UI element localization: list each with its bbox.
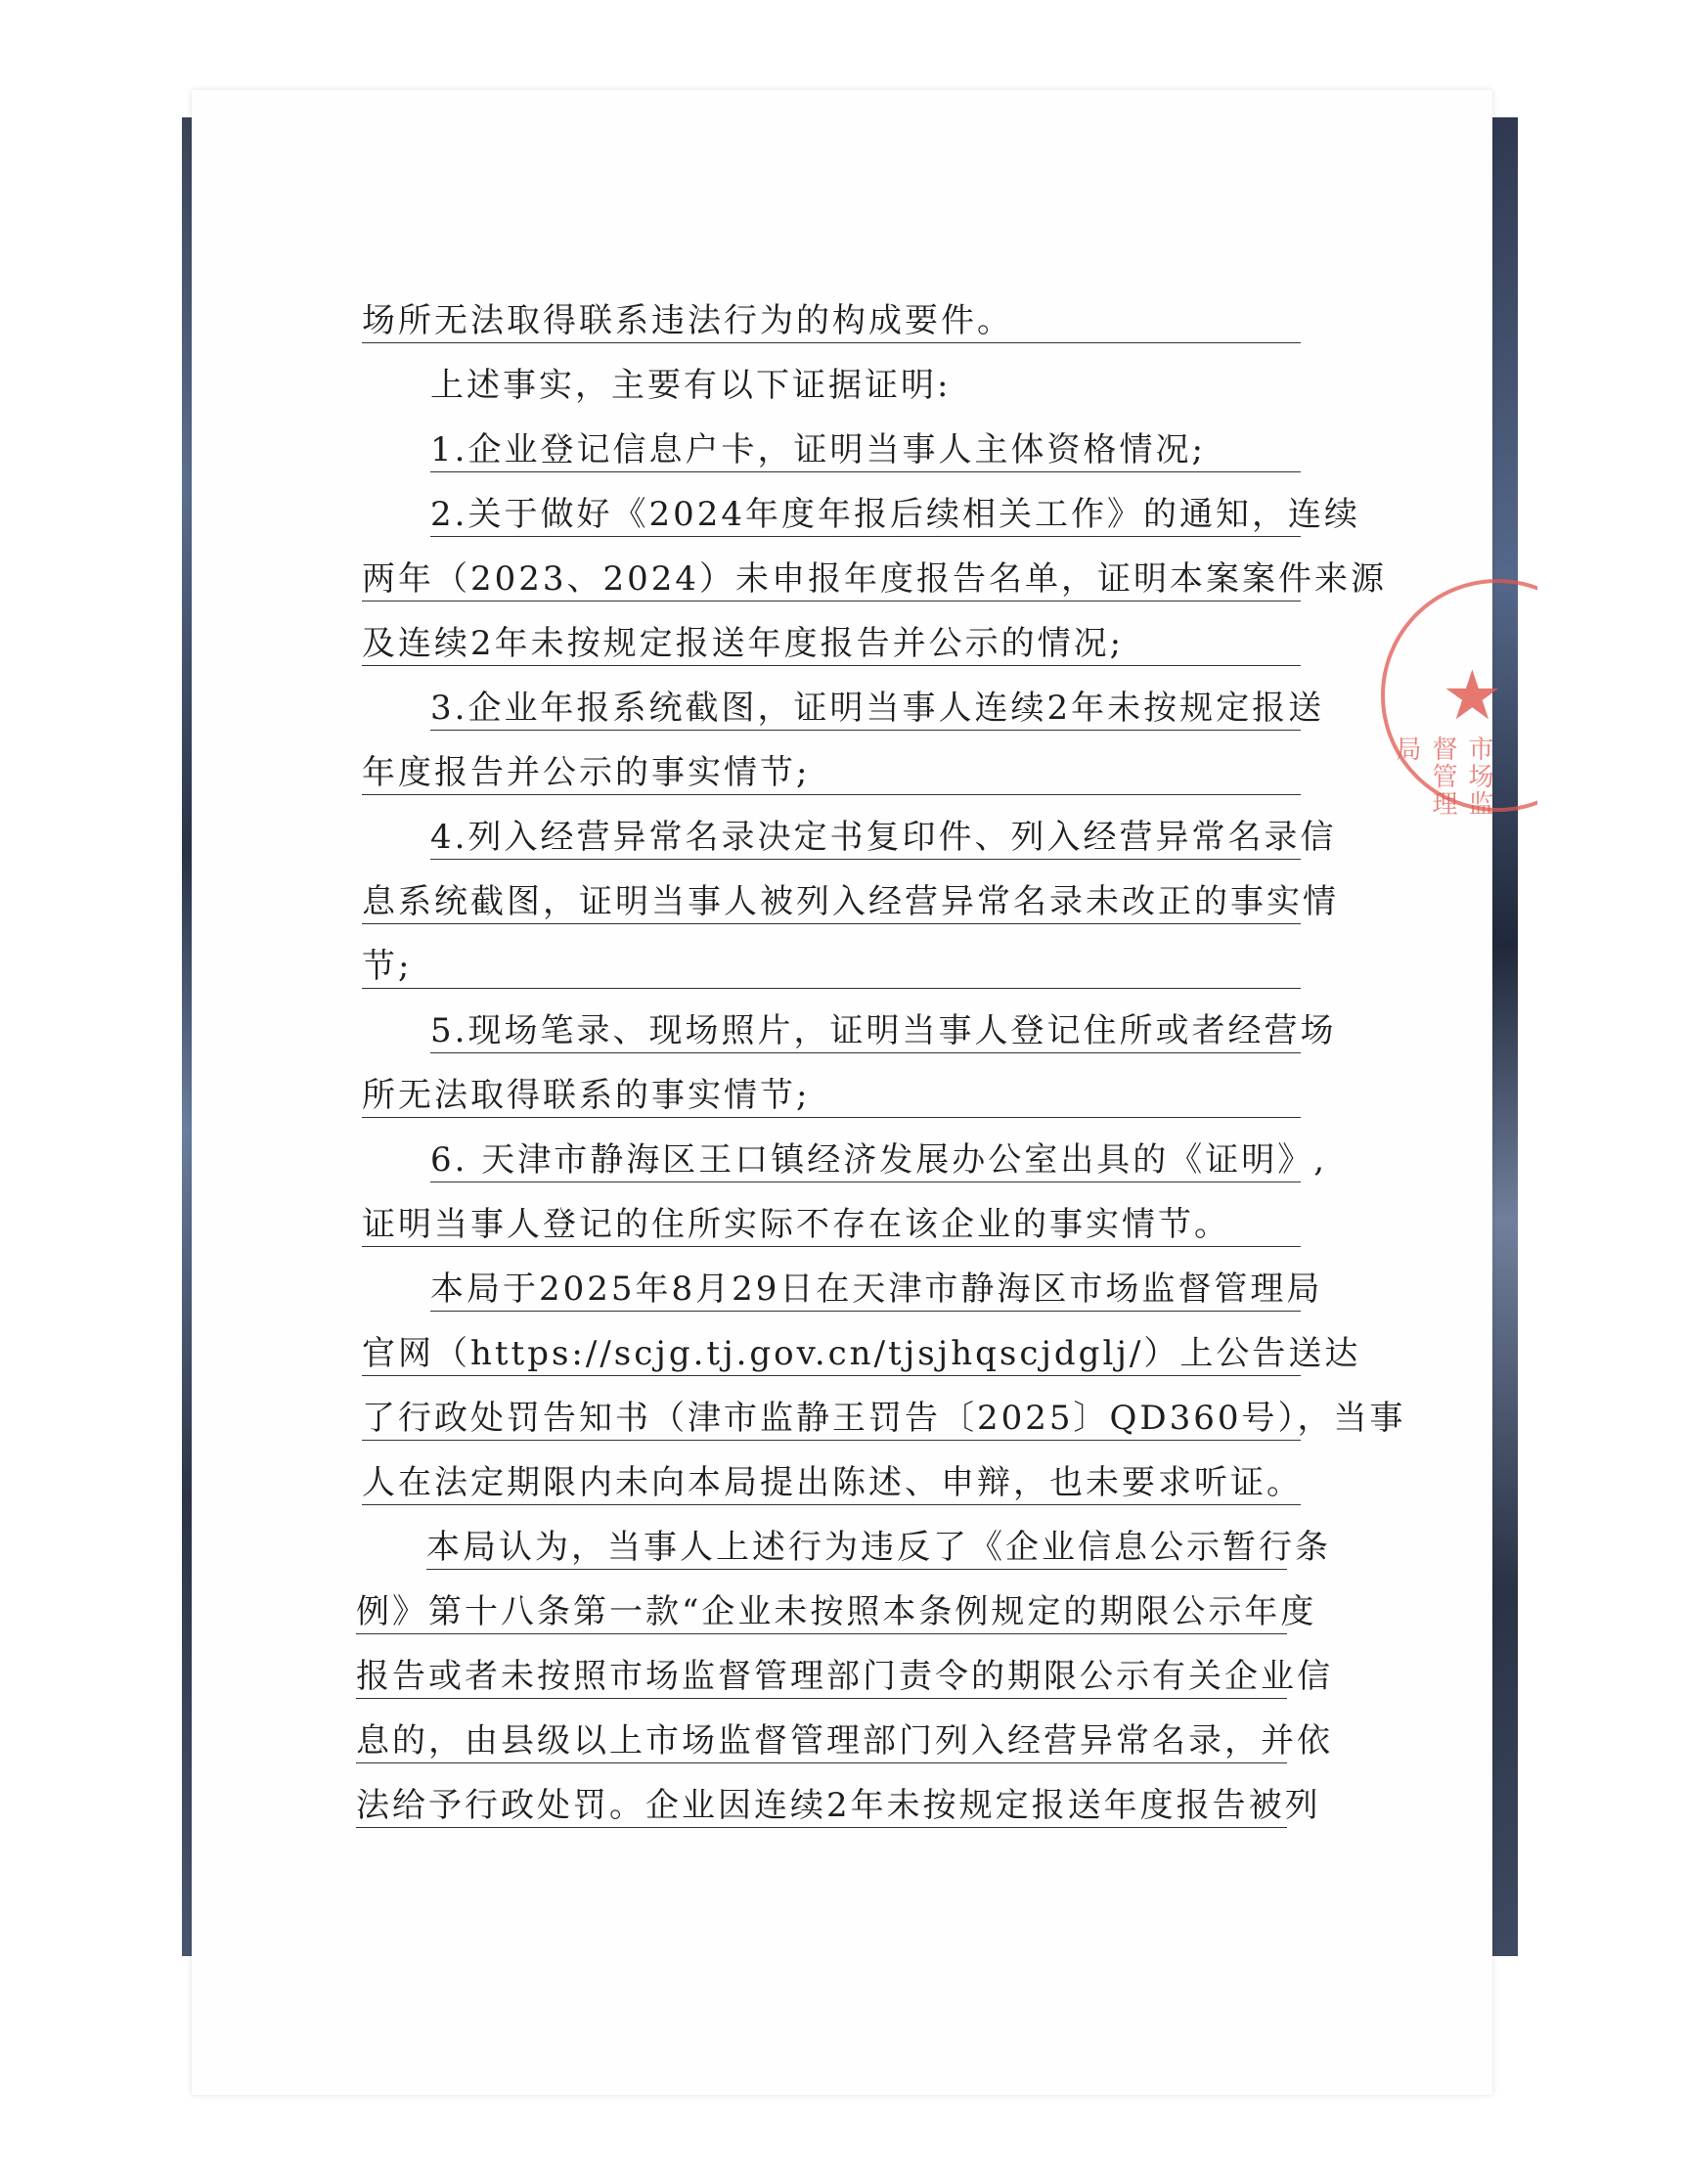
text-line: 了行政处罚告知书（津市监静王罚告〔2025〕QD360号），当事 — [362, 1399, 1301, 1441]
text-line: 人在法定期限内未向本局提出陈述、申辩，也未要求听证。 — [362, 1463, 1301, 1505]
text-line: 1.企业登记信息户卡，证明当事人主体资格情况; — [430, 430, 1301, 472]
text-line: 官网（https://scjg.tj.gov.cn/tjsjhqscjdglj/）上公告送达 — [362, 1334, 1301, 1376]
seal-star-icon: ★ — [1442, 655, 1503, 735]
text-line: 例》第十八条第一款“企业未按照本条例规定的期限公示年度 — [356, 1592, 1287, 1634]
text-line: 年度报告并公示的事实情节; — [362, 753, 1301, 795]
text-line: 报告或者未按照市场监督管理部门责令的期限公示有关企业信 — [356, 1657, 1287, 1699]
text-line: 上述事实，主要有以下证据证明: — [430, 366, 952, 405]
text-line: 2.关于做好《2024年度年报后续相关工作》的通知，连续 — [430, 495, 1301, 537]
text-line: 场所无法取得联系违法行为的构成要件。 — [362, 301, 1301, 343]
text-line: 本局于2025年8月29日在天津市静海区市场监督管理局 — [430, 1270, 1301, 1312]
text-line: 及连续2年未按规定报送年度报告并公示的情况; — [362, 624, 1301, 666]
seal-text: 市场监督管理局 — [1392, 735, 1493, 818]
text-line: 两年（2023、2024）未申报年度报告名单，证明本案案件来源 — [362, 559, 1301, 602]
text-line: 节; — [362, 947, 1301, 989]
text-line: 息系统截图，证明当事人被列入经营异常名录未改正的事实情 — [362, 882, 1301, 924]
text-line: 证明当事人登记的住所实际不存在该企业的事实情节。 — [362, 1205, 1301, 1247]
text-line: 4.列入经营异常名录决定书复印件、列入经营异常名录信 — [430, 818, 1301, 860]
text-line: 6. 天津市静海区王口镇经济发展办公室出具的《证明》, — [430, 1140, 1301, 1182]
text-line: 本局认为，当事人上述行为违反了《企业信息公示暂行条 — [426, 1528, 1287, 1570]
text-line: 3.企业年报系统截图，证明当事人连续2年未按规定报送 — [430, 689, 1301, 731]
official-seal — [1381, 579, 1537, 843]
text-line: 所无法取得联系的事实情节; — [362, 1076, 1301, 1118]
text-line: 息的，由县级以上市场监督管理部门列入经营异常名录，并依 — [356, 1721, 1287, 1763]
text-line: 5.现场笔录、现场照片，证明当事人登记住所或者经营场 — [430, 1011, 1301, 1053]
text-line: 法给予行政处罚。企业因连续2年未按规定报送年度报告被列 — [356, 1786, 1287, 1828]
